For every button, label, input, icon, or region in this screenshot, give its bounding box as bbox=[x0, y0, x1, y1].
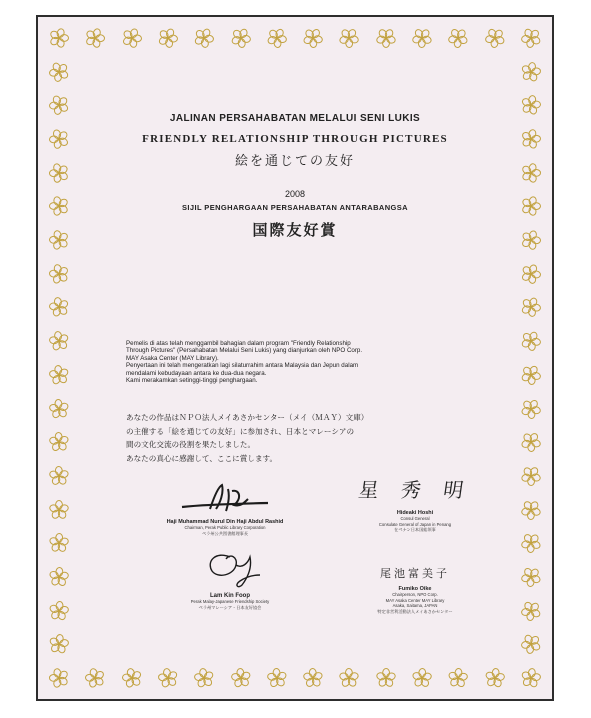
title-malay: JALINAN PERSAHABATAN MELALUI SENI LUKIS bbox=[169, 113, 421, 124]
body-line: あなたの真心に感謝して、ここに賞します。 bbox=[126, 453, 278, 463]
body-line: Pemelis di atas telah menggambil bahagian dalam program "Friendly Relationship bbox=[126, 340, 351, 347]
body-text-japanese bbox=[126, 411, 486, 465]
signatory-title: Perak Malay-Japanese Friendship Society bbox=[190, 599, 270, 604]
body-line: Kami merakamkan setinggi-tinggi penghargaan. bbox=[126, 377, 258, 385]
handwritten-signature: 尾池富美子 bbox=[380, 567, 450, 580]
signature-block-4 bbox=[340, 562, 490, 614]
signatory-name: Lam Kin Foop bbox=[210, 593, 250, 599]
handwritten-signature: 星 秀 明 bbox=[356, 478, 474, 502]
title-english: FRIENDLY RELATIONSHIP THROUGH PICTURES bbox=[142, 133, 448, 145]
signatory-title-jp: ペラ州公共図書館理事長 bbox=[201, 530, 249, 536]
signature-block-2 bbox=[340, 470, 490, 533]
signature-block-1 bbox=[150, 479, 300, 536]
signatory-title: Consulate General of Japan in Penang bbox=[378, 521, 452, 527]
body-line: mendalami kebudayaan antara ke dua-dua negara. bbox=[126, 369, 267, 377]
body-text-malay bbox=[126, 340, 482, 384]
signature-block-3 bbox=[160, 545, 300, 610]
certificate-content bbox=[38, 17, 552, 699]
body-line: Penyertaan ini telah mengeratkan lagi silaturrahim antara Malaysia dan Jepun dalam bbox=[126, 362, 359, 370]
body-line: あなたの作品はＮＰＯ法人メイあさかセンター（メイ（ＭＡＹ）文庫） bbox=[126, 413, 369, 422]
signatory-title-jp: 特定非営利活動法人メイあさかセンター bbox=[377, 608, 453, 614]
body-line: 間の文化交流の役割を果たしました。 bbox=[126, 440, 256, 449]
title-japanese: 絵を通じての友好 bbox=[234, 154, 355, 169]
signatory-title: MAY Asaka Center MAY Library bbox=[385, 597, 445, 603]
handwritten-signature bbox=[190, 545, 270, 593]
award-year: 2008 bbox=[284, 189, 306, 199]
award-title-malay: SIJIL PENGHARGAAN PERSAHABATAN ANTARABANGSA bbox=[182, 203, 408, 212]
signatory-name: Fumiko Oike bbox=[398, 586, 432, 592]
award-title-japanese: 国際友好賞 bbox=[252, 221, 338, 239]
body-line: MAY Asaka Center (MAY Library). bbox=[126, 354, 219, 362]
signatory-name: Haji Muhammad Nurul Din Haji Abdul Rashid bbox=[166, 519, 284, 525]
signatory-title: Chairperson, NPO Corp. bbox=[392, 592, 438, 597]
body-line: Through Pictures" (Persahabatan Melalui Seni Lukis) yang dianjurkan oleh NPO Corp. bbox=[126, 347, 363, 355]
certificate-frame bbox=[36, 15, 554, 701]
signatory-title: Asaka, Saitama, JAPAN bbox=[392, 603, 438, 608]
signatory-name: Hideaki Hoshi bbox=[396, 510, 434, 516]
signatory-title: Consul General bbox=[400, 516, 430, 521]
signatory-title: Chairman, Perak Public Library Corporation bbox=[184, 525, 266, 530]
body-line: の主催する「絵を通じての友好」に参加され、日本とマレーシアの bbox=[126, 426, 355, 436]
signatory-title-jp: ペラ州マレーシア・日本友好協会 bbox=[198, 604, 262, 610]
signatory-title-jp: 在ペナン日本国総領事 bbox=[394, 527, 436, 532]
handwritten-signature bbox=[170, 479, 280, 519]
